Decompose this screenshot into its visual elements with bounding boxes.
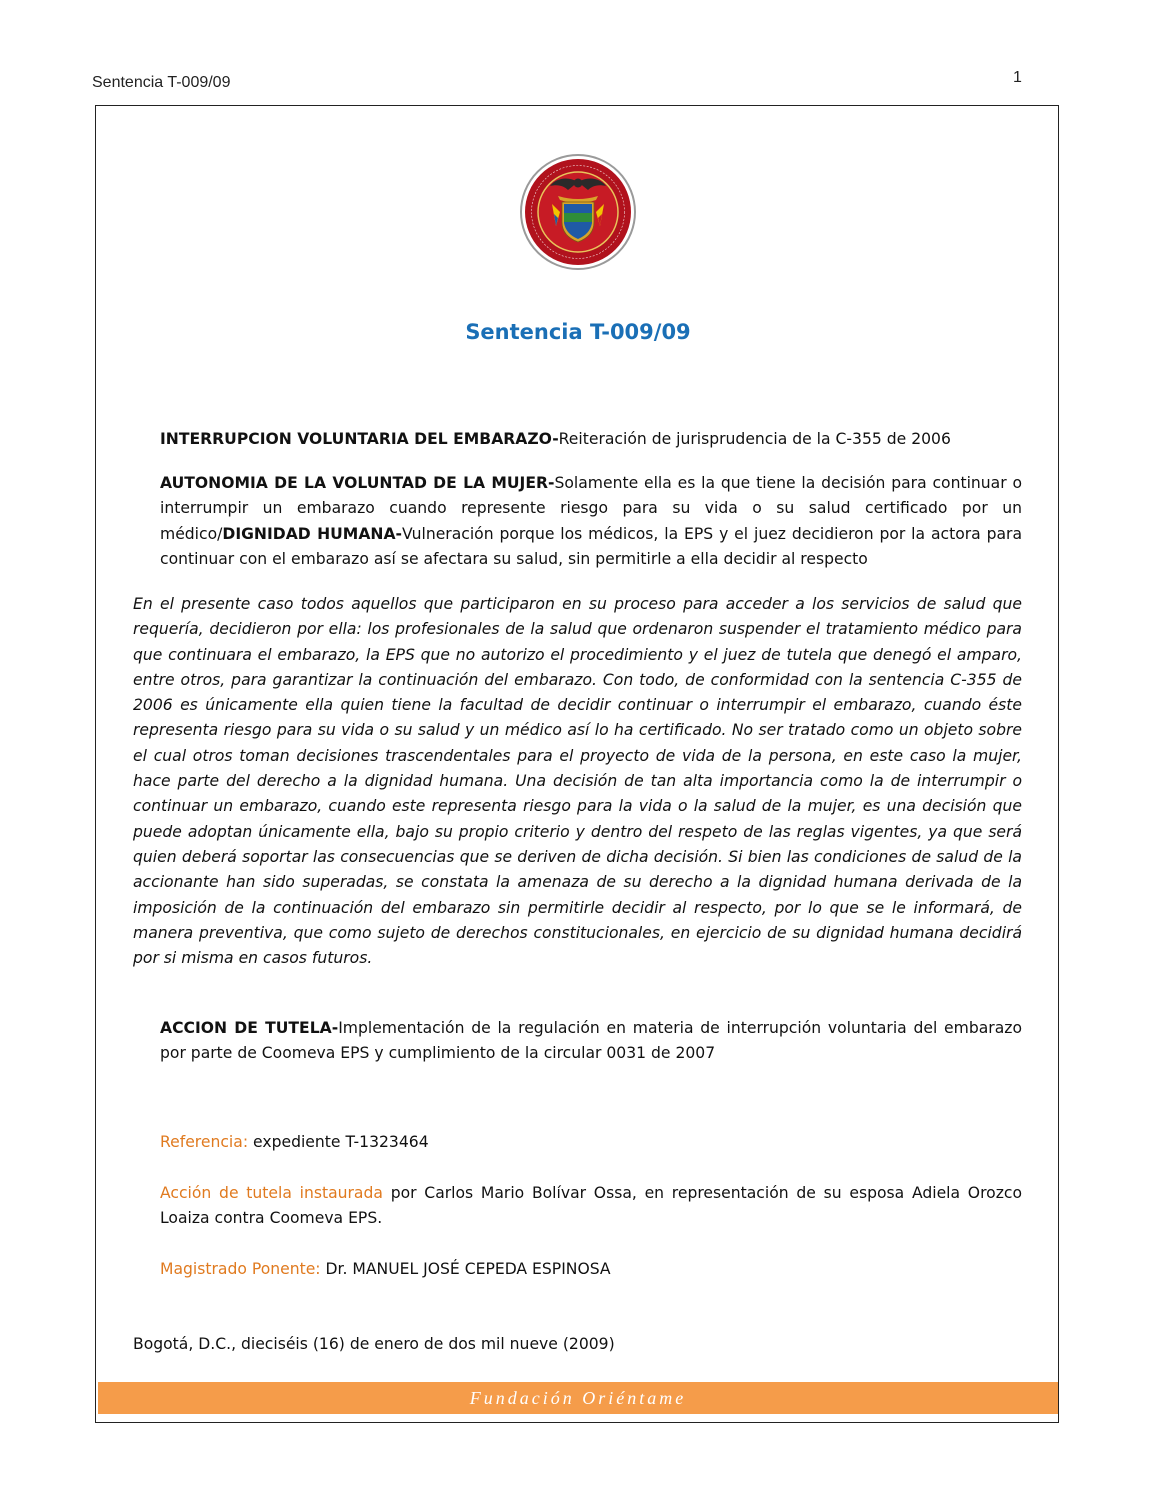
magistrate-line bbox=[160, 1257, 1022, 1282]
headnote-autonomia bbox=[160, 471, 1022, 572]
action-line bbox=[160, 1181, 1022, 1232]
headnote-term: INTERRUPCION VOLUNTARIA DEL EMBARAZO- bbox=[160, 430, 559, 448]
court-seal-icon bbox=[518, 152, 638, 272]
headnote-text: Solamente ella es la que tiene la decisión para continuar o interrumpir un embarazo cuando represente riesgo para su vida o su salud certificado por un médico/ bbox=[160, 474, 1022, 543]
footer-text: Fundación Oriéntame bbox=[469, 1388, 687, 1408]
summary-paragraph: En el presente caso todos aquellos que participaron en su proceso para acceder a los servicios de salud que requería, decidieron por ella: los profesionales de la salud que ordenaron suspender el tratamiento médico para que continuara el embarazo, la EPS que no autorizo el procedimiento y el juez de tutela que denegó el amparo, entre otros, para garantizar la continuación del embarazo. Con todo, de conformidad con la sentencia C-355 de 2006 es únicamente ella quien tiene la facultad de decidir continuar o interrumpir el embarazo, cuando éste representa riesgo para su vida o su salud y un médico así lo ha certificado. No ser tratado como un objeto sobre el cual otros toman decisiones trascendentales para el proyecto de vida de la persona, en este caso la mujer, hace parte del derecho a la dignidad humana. Una decisión de tan alta importancia como la de interrumpir o continuar un embarazo, cuando este representa riesgo para la vida o la salud de la mujer, es una decisión que puede adoptan únicamente ella, bajo su propio criterio y dentro del respeto de las reglas vigentes, ya que será quien deberá soportar las consecuencias que se deriven de dicha decisión. Si bien las condiciones de salud de la accionante han sido superadas, se constata la amenaza de su derecho a la dignidad humana derivada de la imposición de la continuación del embarazo sin permitirle decidir al respecto, por lo que se le informará, de manera preventiva, que como sujeto de derechos constitucionales, en ejercicio de su dignidad humana decidirá por si misma en casos futuros. bbox=[133, 595, 1022, 968]
reference-line bbox=[160, 1130, 1022, 1155]
footer-band bbox=[98, 1382, 1058, 1414]
action-value: por Carlos Mario Bolívar Ossa, en representación de su esposa Adiela Orozco Loaiza contra Coomeva EPS. bbox=[160, 1184, 1022, 1228]
date-line: Bogotá, D.C., dieciséis (16) de enero de dos mil nueve (2009) bbox=[133, 1335, 615, 1353]
reference-value: expediente T-1323464 bbox=[248, 1133, 429, 1151]
action-label: Acción de tutela instaurada bbox=[160, 1184, 383, 1202]
page-number: 1 bbox=[1013, 69, 1022, 86]
magistrate-value: Dr. MANUEL JOSÉ CEPEDA ESPINOSA bbox=[320, 1260, 611, 1278]
magistrate-label: Magistrado Ponente: bbox=[160, 1260, 321, 1278]
headnote-accion-tutela bbox=[160, 1016, 1022, 1067]
reference-label: Referencia: bbox=[160, 1133, 249, 1151]
headnote-term: AUTONOMIA DE LA VOLUNTAD DE LA MUJER- bbox=[160, 474, 555, 492]
headnote-term-dignidad: DIGNIDAD HUMANA- bbox=[222, 524, 402, 543]
running-header: Sentencia T-009/09 bbox=[92, 74, 231, 91]
document-title: Sentencia T-009/09 bbox=[465, 320, 691, 344]
headnote-text: Implementación de la regulación en materia de interrupción voluntaria del embarazo por parte de Coomeva EPS y cumplimiento de la circular 0031 de 2007 bbox=[160, 1019, 1022, 1063]
headnote-term: ACCION DE TUTELA- bbox=[160, 1019, 339, 1037]
headnote-text-dignidad: Vulneración porque los médicos, la EPS y el juez decidieron por la actora para continuar con el embarazo así se afectara su salud, sin permitirle a ella decidir al respecto bbox=[160, 524, 1022, 568]
headnote-interrupcion bbox=[160, 427, 1022, 452]
headnote-text: Reiteración de jurisprudencia de la C-355 de 2006 bbox=[558, 430, 951, 448]
